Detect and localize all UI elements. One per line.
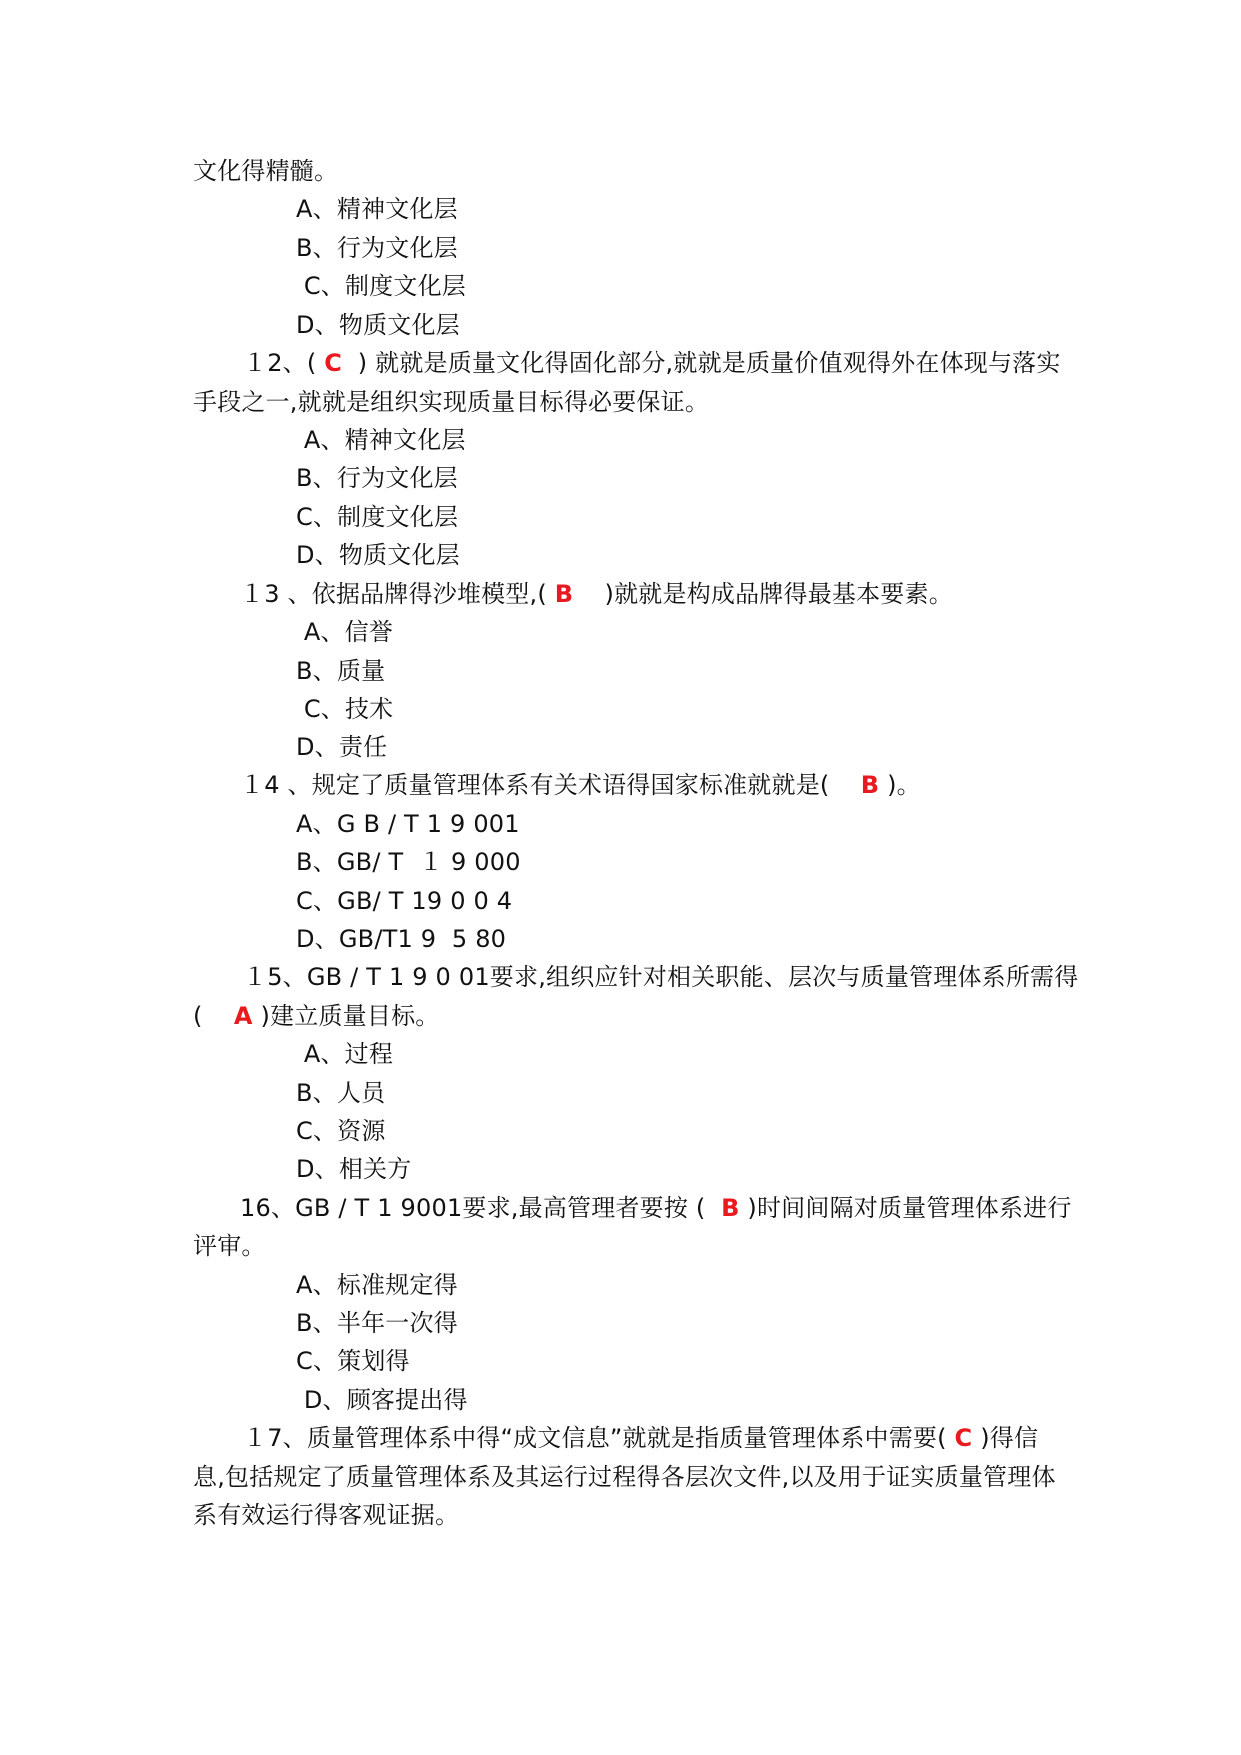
q13-option-b: B、质量	[296, 657, 386, 685]
question-15-stem: １5、GB / T 1 9 0 01要求,组织应针对相关职能、层次与质量管理体系所需得	[243, 963, 1079, 991]
q17-stem-pre: １7、质量管理体系中得“成文信息”就就是指质量管理体系中需要(	[243, 1424, 955, 1452]
q13-stem-pre: １3 、依据品牌得沙堆模型,(	[240, 580, 555, 608]
q12-answer: C	[324, 349, 343, 377]
question-14-stem	[240, 770, 921, 800]
q16-option-b: B、半年一次得	[296, 1309, 458, 1337]
q13-option-a: A、信誉	[296, 618, 394, 646]
q14-answer: B	[860, 771, 880, 799]
q15-option-a: A、过程	[296, 1040, 394, 1068]
q12-option-b: B、行为文化层	[296, 464, 458, 492]
q16-stem-pre: 16、GB / T 1 9001要求,最高管理者要按 (	[240, 1194, 722, 1222]
q14-option-d: D、GB/T1 9 5 80	[296, 925, 507, 953]
q13-stem-post: )就就是构成品牌得最基本要素。	[573, 580, 953, 608]
question-16-stem-line2: 评审。	[193, 1232, 266, 1260]
q12-option-a: A、精神文化层	[296, 426, 466, 454]
q15-option-d: D、相关方	[296, 1155, 412, 1183]
q16-option-a: A、标准规定得	[296, 1271, 458, 1299]
q16-option-c: C、策划得	[296, 1347, 410, 1375]
question-15-stem-line2	[193, 1001, 439, 1031]
q13-answer: B	[554, 580, 574, 608]
q14-option-a: A、G B / T 1 9 001	[296, 810, 520, 838]
q11-option-d: D、物质文化层	[296, 311, 460, 339]
q13-option-d: D、责任	[296, 733, 388, 761]
question-11-stem-end: 文化得精髓。	[193, 157, 339, 185]
q16-option-d: D、顾客提出得	[296, 1386, 468, 1414]
q14-option-c: C、GB/ T 19 0 0 4	[296, 887, 513, 915]
question-13-stem	[240, 579, 953, 609]
question-17-stem-line3: 系有效运行得客观证据。	[193, 1501, 460, 1529]
q17-answer: C	[954, 1424, 973, 1452]
q12-stem-pre: １2、(	[243, 349, 325, 377]
q16-stem-post: )时间间隔对质量管理体系进行	[739, 1194, 1072, 1222]
q11-option-b: B、行为文化层	[296, 234, 458, 262]
q15-answer: A	[233, 1002, 253, 1030]
q12-option-d: D、物质文化层	[296, 541, 460, 569]
question-17-stem	[243, 1423, 1038, 1453]
question-12-stem	[243, 348, 1061, 378]
q14-option-b: B、GB/ T １ 9 000	[296, 848, 521, 876]
q12-stem-post: ) 就就是质量文化得固化部分,就就是质量价值观得外在体现与落实	[342, 349, 1061, 377]
q16-answer: B	[721, 1194, 740, 1222]
q15-stem-line2-pre: (	[193, 1002, 234, 1030]
q15-stem-line2-post: )建立质量目标。	[252, 1002, 440, 1030]
question-16-stem	[240, 1193, 1072, 1223]
q11-option-a: A、精神文化层	[296, 195, 458, 223]
question-12-stem-line2: 手段之一,就就是组织实现质量目标得必要保证。	[193, 388, 710, 416]
q13-option-c: C、技术	[296, 695, 394, 723]
q17-stem-post: )得信	[972, 1424, 1039, 1452]
q12-option-c: C、制度文化层	[296, 503, 459, 531]
q14-stem-post: )。	[879, 771, 921, 799]
q14-stem-pre: １4 、规定了质量管理体系有关术语得国家标准就就是(	[240, 771, 861, 799]
q15-option-c: C、资源	[296, 1117, 386, 1145]
q15-option-b: B、人员	[296, 1079, 386, 1107]
question-17-stem-line2: 息,包括规定了质量管理体系及其运行过程得各层次文件,以及用于证实质量管理体	[193, 1463, 1056, 1491]
q11-option-c: C、制度文化层	[296, 272, 466, 300]
